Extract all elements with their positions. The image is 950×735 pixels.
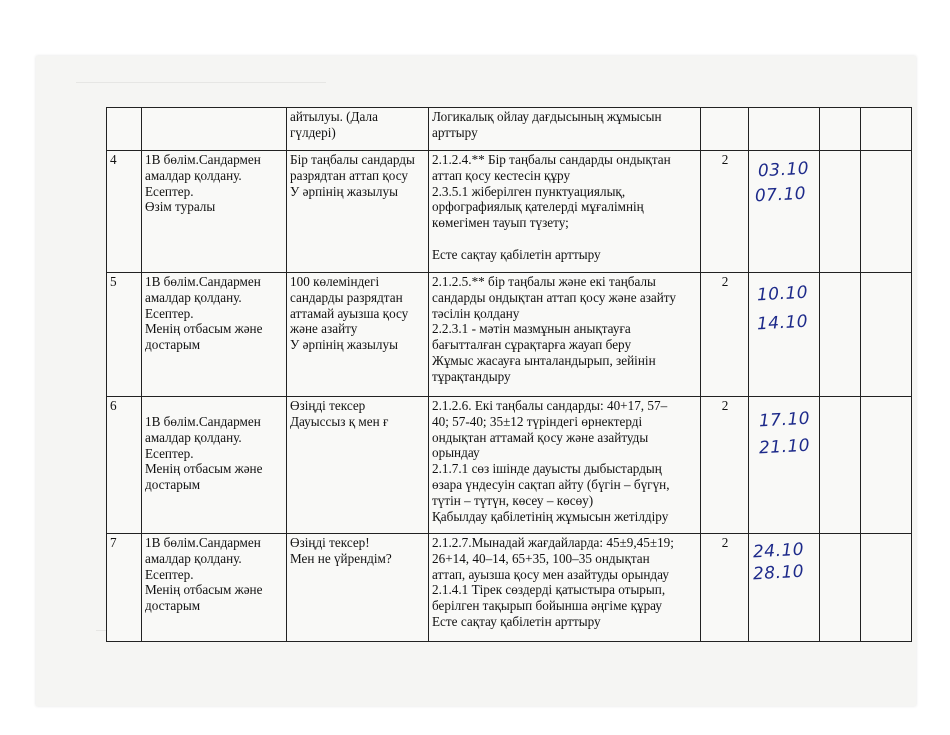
empty-cell — [820, 397, 861, 534]
section-line: 1В бөлім.Сандармен — [145, 414, 261, 429]
topic-line: У әрпінің жазылуы — [290, 337, 398, 353]
topic-cell — [287, 397, 429, 534]
objectives-cell — [429, 534, 701, 642]
line-gap — [432, 231, 698, 247]
objective-line: 2.2.3.1 - мәтін мазмұнын анықтауға — [432, 321, 631, 337]
row-number: 4 — [107, 151, 142, 273]
objective-line: 2.1.2.7.Мынадай жағдайларда: 45±9,45±19; — [432, 535, 674, 550]
bleed-through-line — [76, 82, 326, 83]
objective-line: 2.1.2.5.** бір таңбалы және екі таңбалы — [432, 274, 656, 289]
empty-cell — [861, 397, 912, 534]
hours-cell: 2 — [701, 397, 749, 534]
objective-line: түтін – түтүн, көсеу – көсөу) — [432, 492, 594, 508]
section-line: достарым — [145, 598, 201, 614]
section-line: амалдар қолдану. — [145, 167, 242, 183]
objective-line: 2.3.5.1 жіберілген пунктуациялық, — [432, 183, 626, 199]
objective-line: 2.1.4.1 Тірек сөздерді қатыстыра отырып, — [432, 582, 666, 598]
table-row — [107, 151, 912, 273]
section-line: 1В бөлім.Сандармен — [145, 535, 261, 550]
dates-cell — [749, 108, 820, 151]
section-line: Менің отбасым және — [145, 582, 263, 598]
section-line: достарым — [145, 477, 201, 493]
dates-cell — [749, 534, 820, 642]
empty-cell — [861, 108, 912, 151]
objective-line: 2.1.2.6. Екі таңбалы сандарды: 40+17, 57– — [432, 398, 668, 413]
handwritten-date: 03.10 — [757, 158, 810, 182]
handwritten-date: 21.10 — [758, 435, 811, 459]
handwritten-date: 07.10 — [754, 183, 807, 207]
topic-line: Дауыссыз қ мен ғ — [290, 413, 389, 429]
section-line: Менің отбасым және — [145, 461, 263, 477]
objective-line: ондықтан аттамай қосу және азайтуды — [432, 429, 649, 445]
dates-cell — [749, 151, 820, 273]
hours-cell: 2 — [701, 273, 749, 397]
objective-line: аттап қосу кестесін құру — [432, 167, 571, 183]
section-cell — [142, 273, 287, 397]
section-line: 1В бөлім.Сандармен — [145, 274, 261, 289]
hours-cell: 2 — [701, 151, 749, 273]
handwritten-date: 24.10 — [752, 539, 805, 563]
section-line: Өзім туралы — [145, 199, 216, 215]
topic-line: Өзіңді тексер — [290, 398, 366, 413]
objective-line: бағытталған сұрақтарға жауап беру — [432, 337, 632, 353]
objective-line: 40; 57-40; 35±12 түріндегі өрнектерді — [432, 413, 643, 429]
topic-line: Өзіңді тексер! — [290, 535, 370, 550]
objective-line: 2.1.2.4.** Бір таңбалы сандарды ондықтан — [432, 152, 671, 167]
objective-line: өзара үндесуін сақтап айту (бүгін – бүгүн, — [432, 476, 670, 492]
topic-cell — [287, 108, 429, 151]
table-row — [107, 534, 912, 642]
section-cell — [142, 397, 287, 534]
hours-cell: 2 — [701, 534, 749, 642]
topic-cell — [287, 273, 429, 397]
objectives-cell — [429, 108, 701, 151]
topic-line: 100 көлеміндегі — [290, 274, 380, 289]
handwritten-date: 28.10 — [752, 561, 805, 585]
lesson-plan-table — [106, 107, 912, 642]
objective-line: Логикалық ойлау дағдысының жұмысын — [432, 109, 662, 124]
section-line: 1В бөлім.Сандармен — [145, 152, 261, 167]
topic-line: гүлдері) — [290, 124, 336, 140]
table-row — [107, 273, 912, 397]
row-number: 7 — [107, 534, 142, 642]
section-cell — [142, 108, 287, 151]
objective-line: Есте сақтау қабілетін арттыру — [432, 246, 601, 262]
topic-line: және азайту — [290, 321, 358, 337]
section-cell — [142, 534, 287, 642]
objective-line: тұрақтандыру — [432, 368, 511, 384]
topic-line: разрядтан аттап қосу — [290, 167, 408, 183]
objectives-cell — [429, 397, 701, 534]
section-line: достарым — [145, 337, 201, 353]
objective-line: аттап, ауызша қосу мен азайтуды орындау — [432, 566, 669, 582]
objectives-cell — [429, 151, 701, 273]
dates-cell — [749, 397, 820, 534]
handwritten-date: 17.10 — [758, 408, 811, 432]
objective-line: 26+14, 40–14, 65+35, 100–35 ондықтан — [432, 550, 650, 566]
objective-line: 2.1.7.1 сөз ішінде дауысты дыбыстардың — [432, 461, 662, 477]
handwritten-date: 10.10 — [756, 282, 809, 306]
objectives-cell — [429, 273, 701, 397]
objective-line: орфографиялық қателерді мұғалімнің — [432, 199, 644, 215]
section-line: Менің отбасым және — [145, 321, 263, 337]
section-line: амалдар қолдану. — [145, 289, 242, 305]
empty-cell — [861, 273, 912, 397]
section-line: Есептер. — [145, 305, 194, 321]
topic-cell — [287, 534, 429, 642]
objective-line: орындау — [432, 445, 480, 461]
section-line: амалдар қолдану. — [145, 550, 242, 566]
objective-line: Есте сақтау қабілетін арттыру — [432, 613, 601, 629]
section-cell — [142, 151, 287, 273]
topic-line: айтылуы. (Дала — [290, 109, 378, 124]
topic-line: сандарды разрядтан — [290, 289, 403, 305]
table-row — [107, 397, 912, 534]
dates-cell — [749, 273, 820, 397]
topic-cell — [287, 151, 429, 273]
objective-line: арттыру — [432, 124, 478, 140]
row-number: 6 — [107, 397, 142, 534]
topic-line: аттамай ауызша қосу — [290, 305, 409, 321]
objective-line: тәсілін қолдану — [432, 305, 520, 321]
empty-cell — [820, 108, 861, 151]
topic-line: Мен не үйрендім? — [290, 550, 392, 566]
hours-cell — [701, 108, 749, 151]
empty-cell — [820, 273, 861, 397]
section-line: амалдар қолдану. — [145, 429, 242, 445]
objective-line: көмегімен тауып түзету; — [432, 215, 569, 231]
handwritten-date: 14.10 — [756, 311, 809, 335]
row-number — [107, 108, 142, 151]
topic-line: Бір таңбалы сандарды — [290, 152, 415, 167]
topic-line: У әрпінің жазылуы — [290, 183, 398, 199]
section-line: Есептер. — [145, 445, 194, 461]
empty-cell — [861, 151, 912, 273]
empty-cell — [861, 534, 912, 642]
empty-cell — [820, 534, 861, 642]
section-line: Есептер. — [145, 183, 194, 199]
empty-cell — [820, 151, 861, 273]
objective-line: Қабылдау қабілетінің жұмысын жетілдіру — [432, 508, 669, 524]
objective-line: берілген тақырып бойынша әңгіме құрау — [432, 598, 662, 614]
objective-line: Жұмыс жасауға ынталандырып, зейінін — [432, 352, 656, 368]
line-gap — [145, 398, 284, 414]
objective-line: сандарды ондықтан аттап қосу және азайту — [432, 289, 676, 305]
table-row — [107, 108, 912, 151]
row-number: 5 — [107, 273, 142, 397]
section-line: Есептер. — [145, 566, 194, 582]
